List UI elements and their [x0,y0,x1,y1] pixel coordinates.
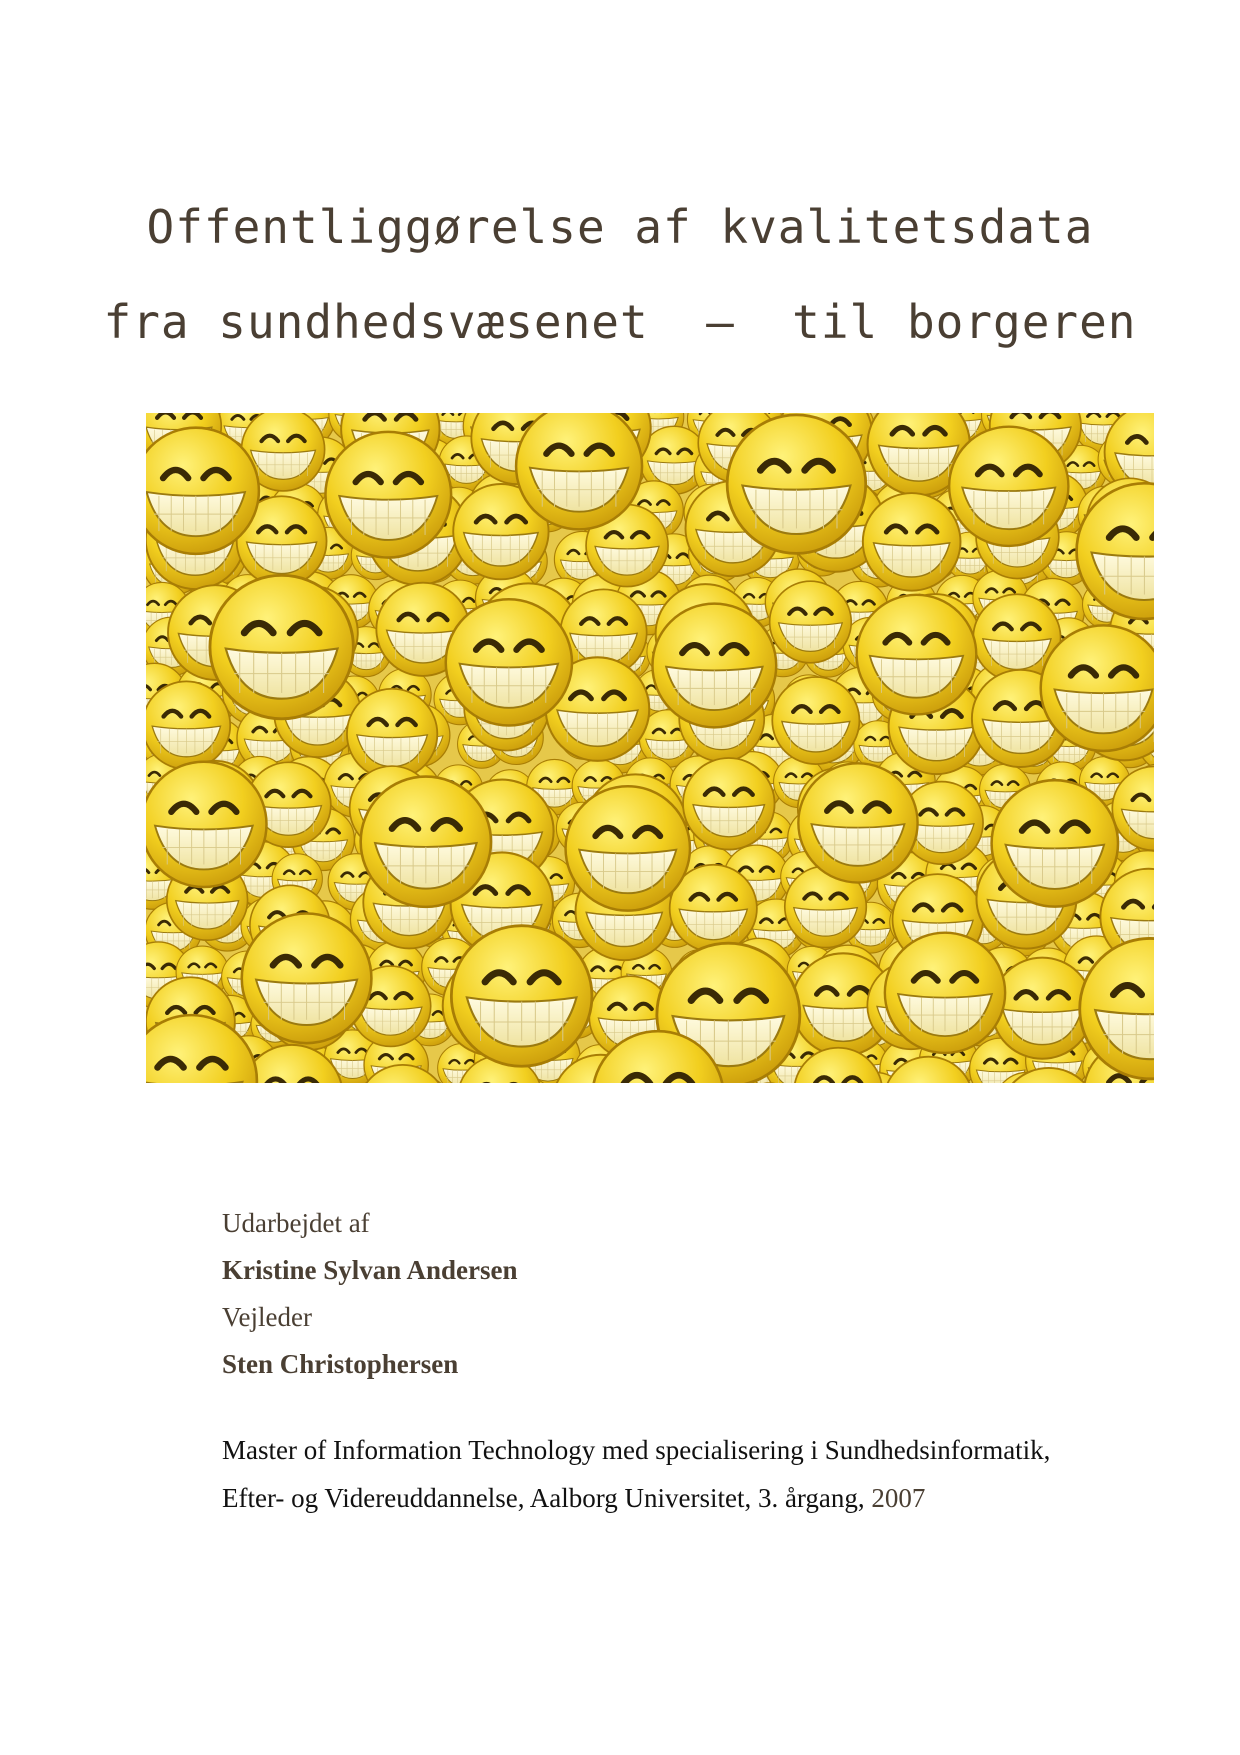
smiley-face-icon [772,677,859,764]
program-line-2 [222,1474,1222,1522]
title-line-2: fra sundhedsvæsenet – til borgeren [103,295,1137,349]
smiley-face-icon [146,681,230,769]
smiley-face-icon [949,427,1068,546]
smiley-face-icon [146,762,267,887]
smiley-face-icon [210,575,353,718]
prepared-by-label: Udarbejdet af [222,1208,370,1238]
smiley-face-icon [885,933,1005,1053]
title-line-1: Offentliggørelse af kvalitetsdata [146,200,1094,254]
supervisor-label: Vejleder [222,1302,312,1332]
smiley-face-icon [798,763,917,882]
smiley-face-icon [992,958,1093,1059]
credits-block [222,1200,1202,1388]
smiley-face-icon [242,913,372,1043]
smiley-face-icon [451,926,592,1067]
smiley-face-icon [683,758,775,850]
smiley-face-icon [857,595,977,715]
smiley-face-icon [516,413,642,529]
smiley-face-icon [863,493,961,591]
cover-image [146,413,1154,1083]
smiley-face-icon [770,581,852,663]
smiley-face-icon [146,428,259,554]
smiley-faces-pattern-icon [146,413,1154,1083]
program-line-2-text: Efter- og Videreuddannelse, Aalborg Universitet, 3. årgang, [222,1483,872,1513]
program-year: 2007 [871,1483,926,1513]
smiley-face-icon [361,777,491,907]
supervisor-name: Sten Christophersen [222,1349,459,1379]
smiley-face-icon [992,780,1118,906]
smiley-face-icon [652,604,776,728]
author-name: Kristine Sylvan Andersen [222,1255,518,1285]
smiley-face-icon [325,432,451,558]
smiley-face-icon [566,786,690,910]
smiley-face-icon [1041,625,1154,751]
document-title [0,180,1240,370]
program-info [222,1426,1222,1522]
program-line-1: Master of Information Technology med specialisering i Sundhedsinformatik, [222,1435,1051,1465]
smiley-face-icon [446,599,572,725]
smiley-face-icon [727,415,866,554]
